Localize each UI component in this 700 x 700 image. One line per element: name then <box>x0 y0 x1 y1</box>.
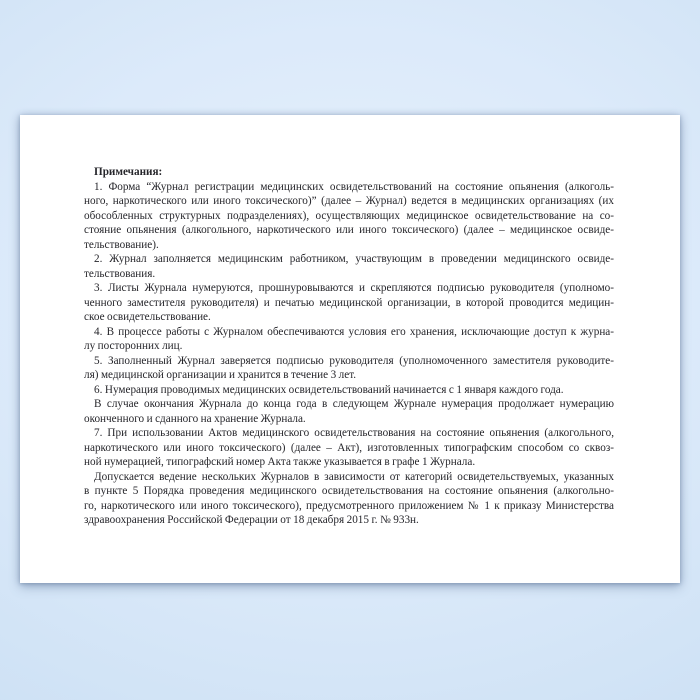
notes-paragraphs <box>84 180 614 528</box>
paragraph <box>84 354 614 383</box>
text-line: в пункте 5 Порядка проведения медицинского освидетельствования на состояние опьянения (алкогольно- <box>84 485 614 497</box>
text-line: ного, наркотического или иного токсического)” (далее – Журнал) ведется в медицинских организациях (их <box>84 195 614 207</box>
text-line: здравоохранения Российской Федерации от 18 декабря 2015 г. № 933н. <box>84 514 419 526</box>
text-line: 1. Форма “Журнал регистрации медицинских освидетельствований на состояние опьянения (алкоголь- <box>94 180 614 193</box>
notes-section <box>84 165 614 528</box>
paragraph <box>84 426 614 470</box>
paragraph <box>84 281 614 325</box>
text-line: ной нумерацией, типографский номер Акта также указывается в графе 1 Журнала. <box>84 456 476 468</box>
text-line: тельствования. <box>84 267 156 280</box>
text-line: ченного заместителя руководителя) и печатью медицинской организации, в которой проводится медицин- <box>84 296 614 309</box>
paragraph <box>84 180 614 253</box>
text-line: 7. При использовании Актов медицинского освидетельствования на состояние опьянения (алкогольного, <box>94 427 614 439</box>
notes-title: Примечания: <box>94 166 163 178</box>
text-line: наркотического или иного токсического) (далее – Акт), изготовленных типографским способом со сквоз- <box>84 441 614 454</box>
paragraph <box>84 383 614 398</box>
text-line: Допускается ведение нескольких Журналов в зависимости от категорий освидетельствуемых, указанных <box>94 470 614 483</box>
text-line: 2. Журнал заполняется медицинским работником, участвующим в проведении медицинского освиде- <box>94 253 614 265</box>
text-line: 3. Листы Журнала нумеруются, прошнуровываются и скрепляются подписью руководителя (уполномо- <box>94 282 614 294</box>
text-line: ля) медицинской организации и хранится в течение 3 лет. <box>84 369 357 381</box>
text-line: 6. Нумерация проводимых медицинских освидетельствований начинается с 1 января каждого года. <box>94 383 564 396</box>
text-line: лу посторонних лиц. <box>84 340 183 352</box>
text-line: ское освидетельствование. <box>84 311 211 323</box>
text-line: обособленных структурных подразделениях), осуществляющих медицинское освидетельствование на со- <box>84 209 614 222</box>
text-line: стояние опьянения (алкогольного, наркотического или иного токсического) (далее – медицинское освиде- <box>84 224 614 236</box>
paragraph <box>84 252 614 281</box>
paragraph <box>84 397 614 426</box>
text-line: го, наркотического или иного токсического), предусмотренного приложением № 1 к приказу Министерства <box>84 499 614 512</box>
text-line: 4. В процессе работы с Журналом обеспечиваются условия его хранения, исключающие доступ к журна- <box>94 325 614 338</box>
paragraph <box>84 470 614 528</box>
paragraph <box>84 325 614 354</box>
text-line: тельствование). <box>84 238 159 251</box>
text-line: 5. Заполненный Журнал заверяется подписью руководителя (уполномоченного заместителя руководите- <box>94 354 614 367</box>
document-page <box>20 115 680 583</box>
text-line: В случае окончания Журнала до конца года в следующем Журнале нумерация продолжает нумерацию <box>94 398 614 410</box>
text-line: оконченного и сданного на хранение Журнала. <box>84 412 306 425</box>
